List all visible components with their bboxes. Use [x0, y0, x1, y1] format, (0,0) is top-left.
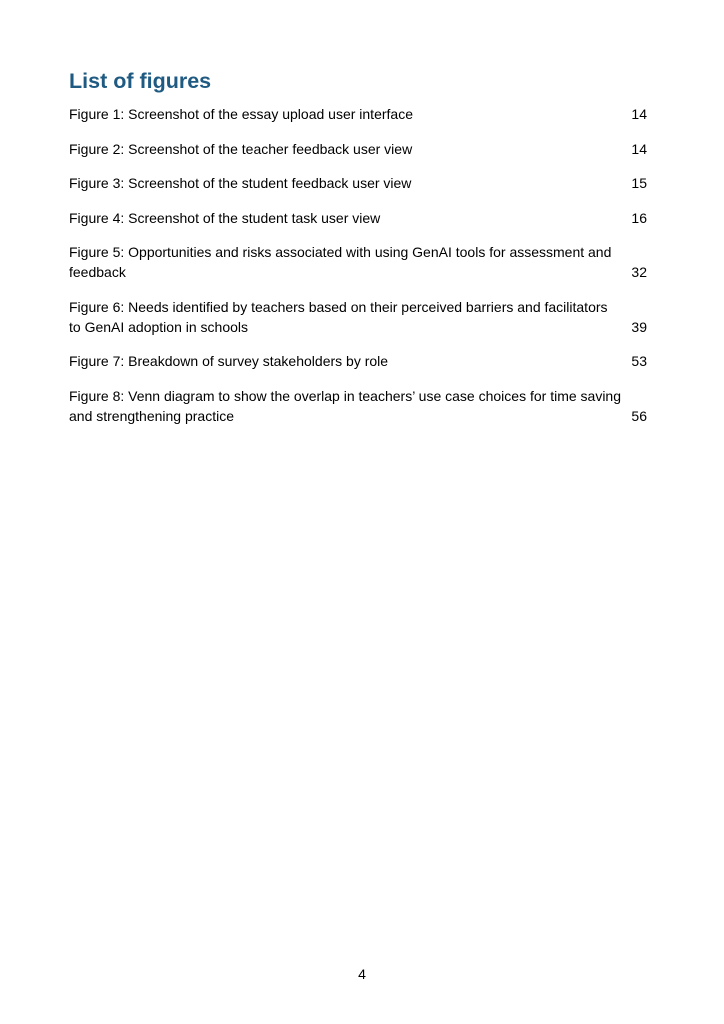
page-title: List of figures: [69, 69, 212, 93]
figure-title-line-2: feedback: [69, 264, 126, 280]
figure-title-line-1: Figure 8: Venn diagram to show the overlap in teachers’ use case choices for time saving: [69, 387, 621, 404]
figure-title: Figure 4: Screenshot of the student task user view: [69, 209, 381, 226]
figure-entry-4[interactable]: [69, 208, 647, 228]
figure-title-line-2: and strengthening practice: [69, 407, 234, 424]
figure-title-line-1: Figure 5: Opportunities and risks associated with using GenAI tools for assessment and: [69, 244, 612, 260]
figure-title: Figure 1: Screenshot of the essay upload user interface: [69, 106, 413, 122]
figure-entry-1[interactable]: [69, 104, 647, 124]
figure-title: Figure 3: Screenshot of the student feedback user view: [69, 175, 412, 191]
figure-page-number: 39: [623, 317, 647, 337]
figure-page-number: 16: [623, 208, 647, 228]
figure-entry-3[interactable]: [69, 173, 647, 193]
figure-page-number: 15: [623, 173, 647, 193]
figure-page-number: 56: [623, 406, 647, 426]
figure-title-line-2: to GenAI adoption in schools: [69, 318, 249, 335]
figure-title: Figure 2: Screenshot of the teacher feedback user view: [69, 140, 413, 157]
figure-page-number: 14: [623, 139, 647, 159]
figure-entry-7[interactable]: [69, 351, 647, 371]
figure-title-line-1: Figure 6: Needs identified by teachers based on their perceived barriers and facilitators: [69, 298, 608, 315]
figure-title: Figure 7: Breakdown of survey stakeholders by role: [69, 353, 389, 369]
figure-entry-6[interactable]: [69, 297, 647, 337]
figure-page-number: 53: [623, 351, 647, 371]
figure-page-number: 14: [623, 104, 647, 124]
figures-list: [69, 104, 647, 426]
figure-entry-8[interactable]: [69, 386, 647, 426]
page-footer-number: 4: [358, 966, 366, 982]
figure-entry-5[interactable]: [69, 242, 647, 282]
list-of-figures-section: [69, 66, 647, 440]
figure-page-number: 32: [623, 262, 647, 282]
figure-entry-2[interactable]: [69, 139, 647, 159]
